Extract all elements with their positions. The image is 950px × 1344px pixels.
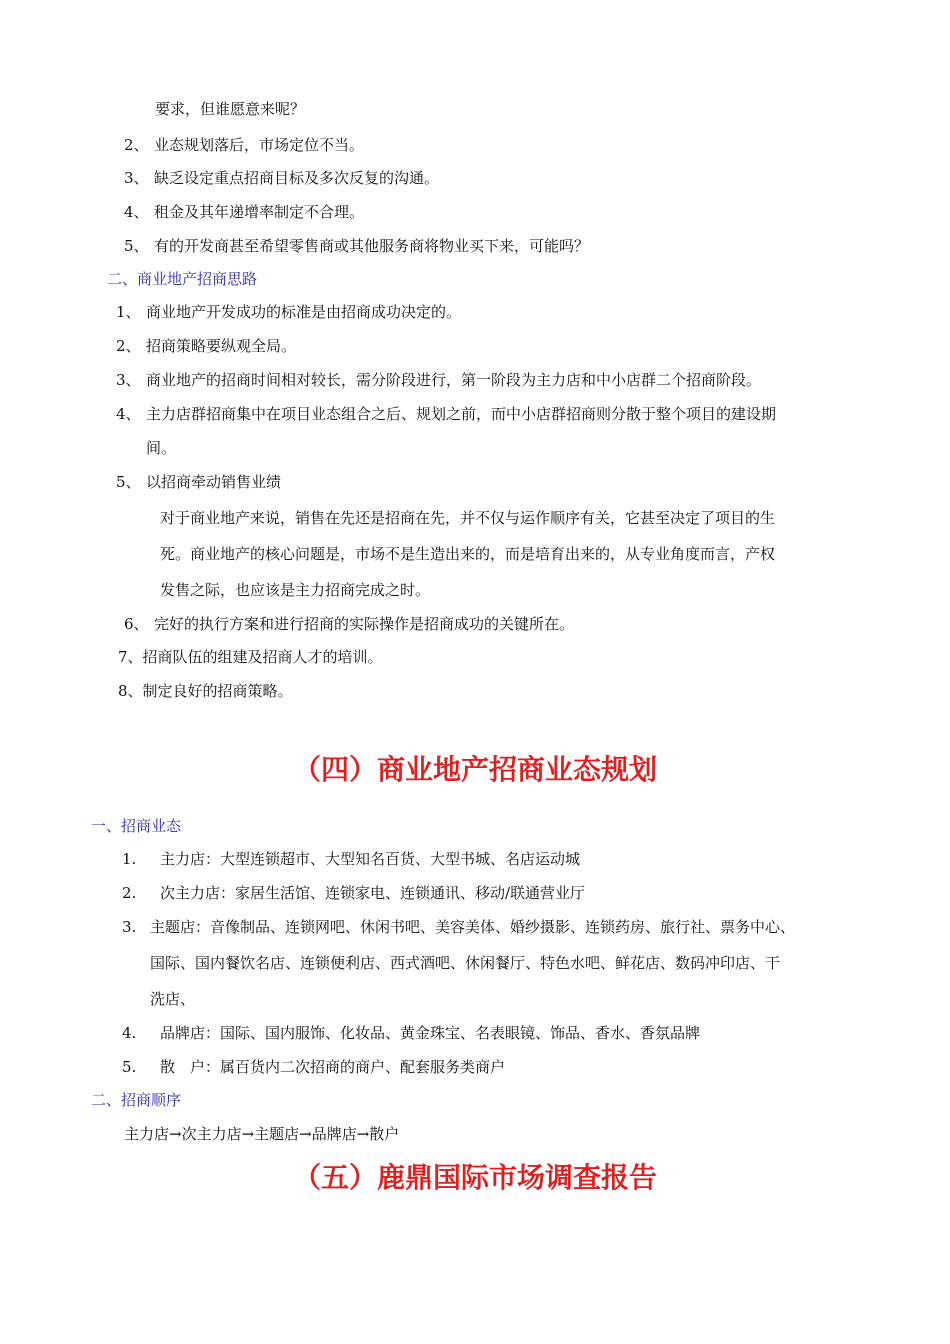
list-number: 3、	[124, 169, 149, 187]
list-item	[122, 1023, 700, 1043]
list-number: 5、	[124, 237, 149, 255]
list-text: 商业地产开发成功的标准是由招商成功决定的。	[146, 303, 462, 321]
paragraph-line: 发售之际，也应该是主力招商完成之时。	[160, 581, 431, 599]
list-item	[116, 472, 281, 492]
list-item	[122, 1057, 505, 1077]
list-number: 1、	[116, 303, 141, 321]
list-text: 商业地产的招商时间相对较长，需分阶段进行，第一阶段为主力店和中小店群二个招商阶段。	[146, 371, 762, 389]
paragraph-line: 死。商业地产的核心问题是，市场不是生造出来的，而是培育出来的，从专业角度而言，产权	[160, 545, 776, 563]
list-item	[122, 917, 795, 937]
list-number: 2.	[122, 884, 137, 902]
list-item	[124, 202, 364, 222]
list-item: 8、制定良好的招商策略。	[118, 682, 293, 700]
list-text: 业态规划落后，市场定位不当。	[154, 136, 365, 154]
list-text: 主题店：音像制品、连锁网吧、休闲书吧、美容美体、婚纱摄影、连锁药房、旅行社、票务中心、	[150, 918, 796, 936]
list-text: 完好的执行方案和进行招商的实际操作是招商成功的关键所在。	[154, 615, 575, 633]
list-number: 3、	[116, 371, 141, 389]
paragraph-line: 对于商业地产来说，销售在先还是招商在先，并不仅与运作顺序有关，它甚至决定了项目的生	[160, 509, 776, 527]
list-item	[124, 236, 589, 256]
list-number: 4、	[124, 203, 149, 221]
list-text: 租金及其年递增率制定不合理。	[154, 203, 365, 221]
list-number: 3.	[122, 918, 137, 936]
list-item	[116, 370, 761, 390]
list-item: 7、招商队伍的组建及招商人才的培训。	[118, 648, 383, 666]
text-line: 间。	[146, 439, 177, 457]
list-text: 品牌店：国际、国内服饰、化妆品、黄金珠宝、名表眼镜、饰品、香水、香氛品牌	[160, 1024, 701, 1042]
section-title: （四）商业地产招商业态规划	[292, 753, 657, 786]
section-heading: 二、招商顺序	[91, 1091, 182, 1109]
list-number: 1.	[122, 850, 137, 868]
list-item	[122, 883, 585, 903]
list-number: 5、	[116, 473, 141, 491]
list-number: 5.	[122, 1058, 137, 1076]
list-item	[116, 336, 296, 356]
list-number: 4.	[122, 1024, 137, 1042]
section-title: （五）鹿鼎国际市场调查报告	[292, 1161, 657, 1194]
list-number: 4、	[116, 405, 141, 423]
list-item	[124, 614, 574, 634]
text-line: 国际、国内餐饮名店、连锁便利店、西式酒吧、休闲餐厅、特色水吧、鲜花店、数码冲印店、干	[150, 954, 781, 972]
list-text: 主力店群招商集中在项目业态组合之后、规划之前，而中小店群招商则分散于整个项目的建设期	[146, 405, 777, 423]
list-number: 2、	[116, 337, 141, 355]
list-text: 主力店：大型连锁超市、大型知名百货、大型书城、名店运动城	[160, 850, 581, 868]
text-line: 要求，但谁愿意来呢？	[155, 100, 306, 118]
list-number: 6、	[124, 615, 149, 633]
list-text: 散 户：属百货内二次招商的商户、配套服务类商户	[160, 1058, 506, 1076]
order-sequence: 主力店→次主力店→主题店→品牌店→散户	[124, 1125, 400, 1143]
list-item	[116, 404, 776, 424]
list-text: 以招商牵动销售业绩	[146, 473, 282, 491]
list-text: 有的开发商甚至希望零售商或其他服务商将物业买下来，可能吗？	[154, 237, 590, 255]
list-text: 次主力店：家居生活馆、连锁家电、连锁通讯、移动/联通营业厅	[160, 884, 586, 902]
list-item	[116, 302, 461, 322]
list-item	[122, 849, 580, 869]
list-item	[124, 168, 439, 188]
text-line: 洗店、	[150, 990, 196, 1008]
list-text: 招商策略要纵观全局。	[146, 337, 297, 355]
section-heading: 一、招商业态	[91, 817, 182, 835]
list-item	[124, 135, 364, 155]
list-text: 缺乏设定重点招商目标及多次反复的沟通。	[154, 169, 440, 187]
section-heading: 二、商业地产招商思路	[107, 270, 258, 288]
list-number: 2、	[124, 136, 149, 154]
